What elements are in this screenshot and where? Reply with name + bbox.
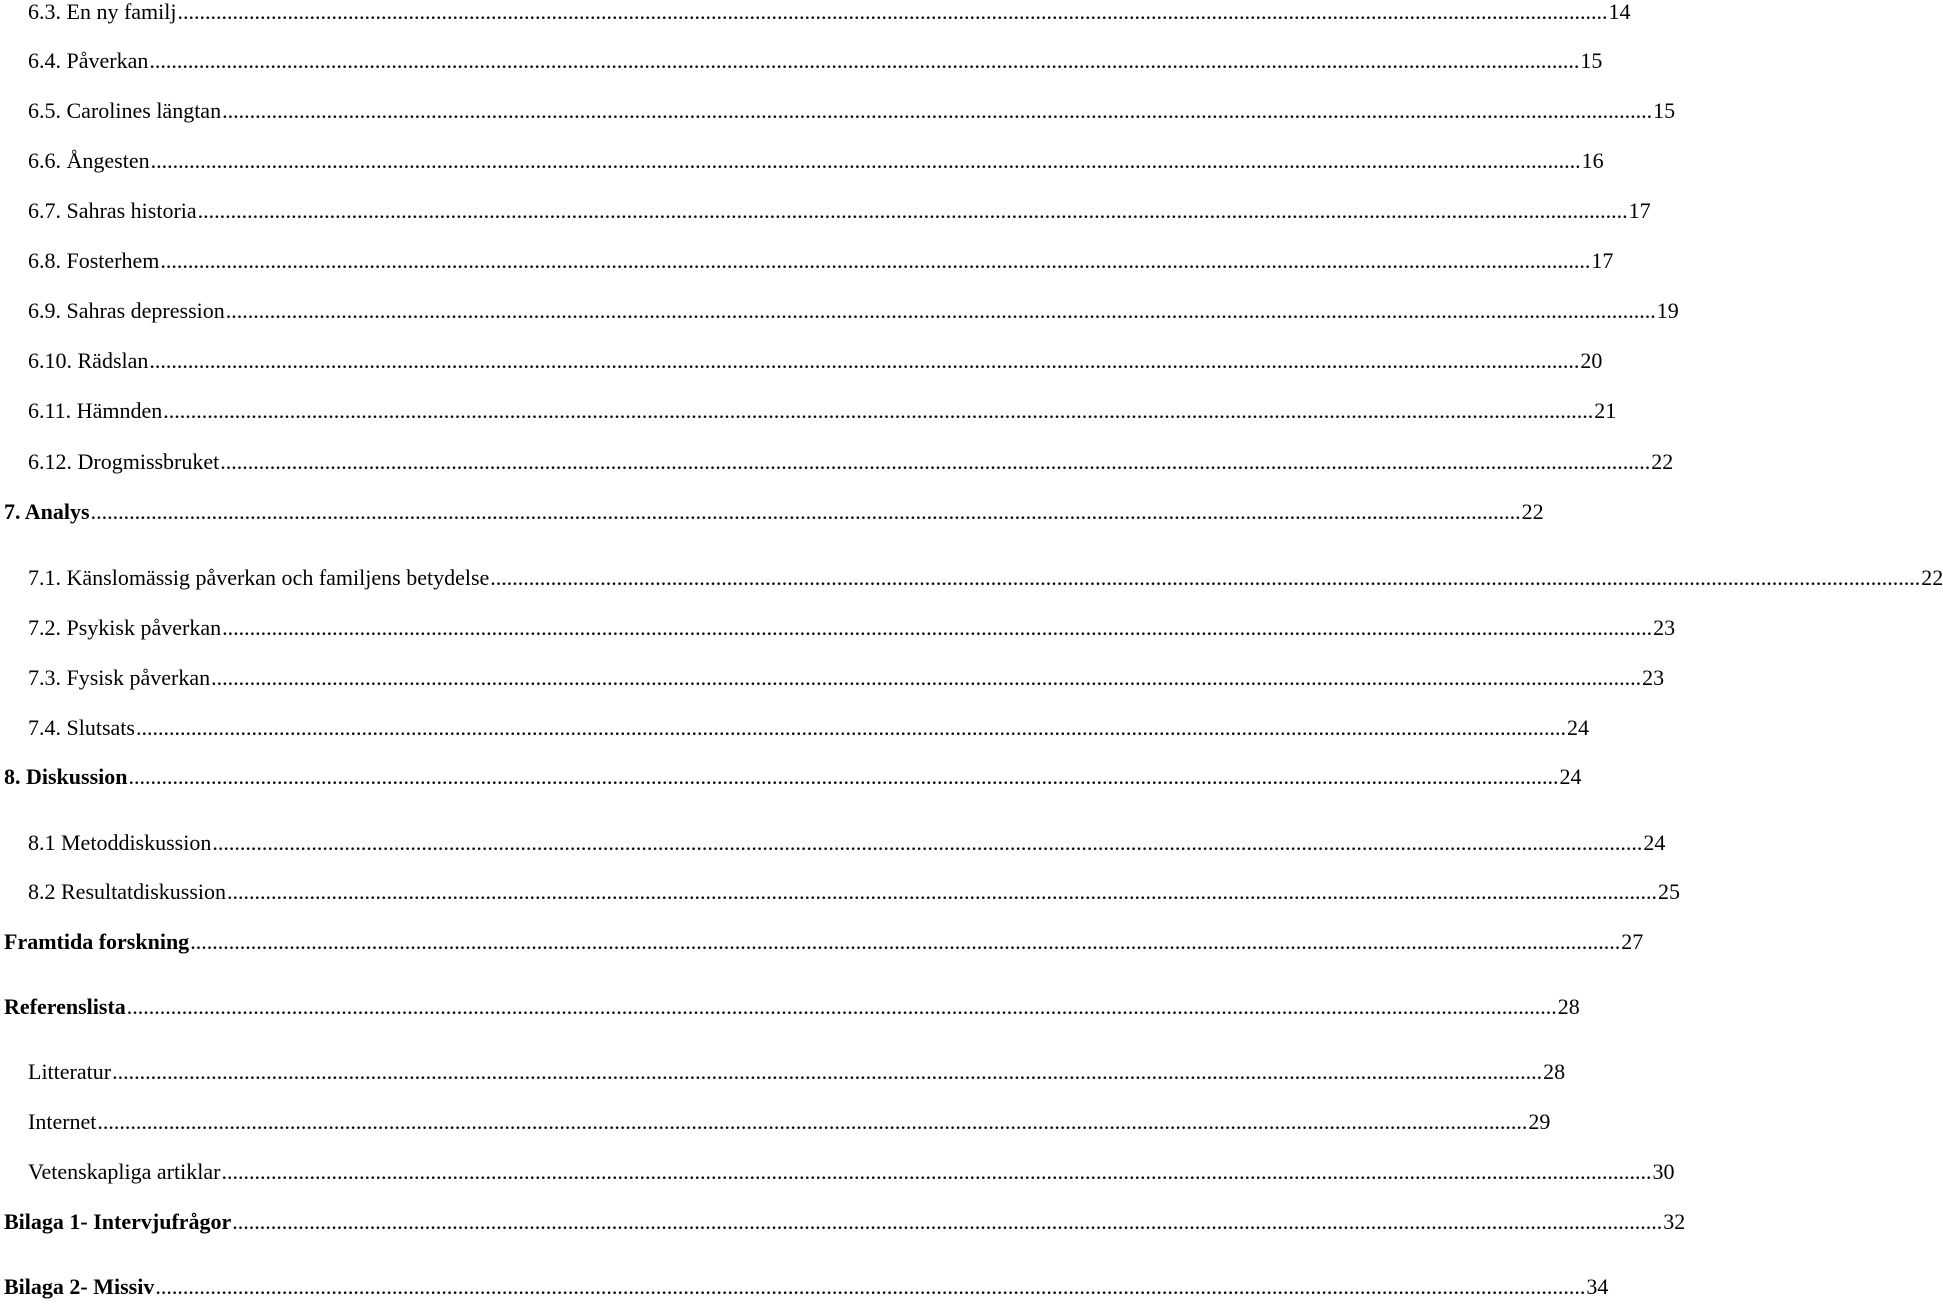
toc-entry-label: 6.12. Drogmissbruket — [28, 449, 220, 474]
toc-dot-leader: .................................................................................................................................................................................................................................................................... — [222, 98, 1653, 123]
toc-entry-label: 8.1 Metoddiskussion — [28, 830, 212, 855]
toc-entry-label: Bilaga 1- Intervjufrågor — [4, 1209, 232, 1234]
toc-entry[interactable] — [0, 1107, 1551, 1137]
toc-dot-leader: .................................................................................................................................................................................................................................................................... — [227, 879, 1658, 904]
toc-entry-label: 7.2. Psykisk påverkan — [28, 615, 222, 640]
toc-entry-label: 6.4. Påverkan — [28, 48, 149, 73]
toc-entry[interactable] — [0, 146, 1604, 176]
toc-entry-page-number: 14 — [1608, 0, 1631, 24]
toc-dot-leader: .................................................................................................................................................................................................................................................................... — [197, 198, 1628, 223]
toc-entry[interactable] — [0, 46, 1603, 76]
toc-entry-label: Litteratur — [28, 1059, 112, 1084]
toc-dot-leader: .................................................................................................................................................................................................................................................................... — [150, 148, 1581, 173]
toc-entry-page-number: 17 — [1591, 248, 1614, 273]
toc-entry[interactable] — [0, 613, 1676, 643]
toc-entry-label: 7.1. Känslomässig påverkan och familjens betydelse — [28, 565, 490, 590]
toc-dot-leader: .................................................................................................................................................................................................................................................................... — [149, 48, 1580, 73]
toc-entry-page-number: 34 — [1586, 1274, 1609, 1299]
toc-entry-page-number: 21 — [1594, 398, 1617, 423]
toc-entry-label: Internet — [28, 1109, 97, 1134]
toc-entry-page-number: 28 — [1557, 994, 1580, 1019]
toc-entry-label: 6.8. Fosterhem — [28, 248, 160, 273]
toc-entry-label: Referenslista — [4, 994, 126, 1019]
toc-entry[interactable] — [0, 0, 1631, 27]
toc-entry-label: 7.4. Slutsats — [28, 715, 135, 740]
toc-dot-leader: .................................................................................................................................................................................................................................................................... — [97, 1109, 1528, 1134]
toc-entry[interactable] — [0, 96, 1676, 126]
toc-dot-leader: .................................................................................................................................................................................................................................................................... — [149, 348, 1580, 373]
toc-entry-page-number: 23 — [1642, 665, 1665, 690]
toc-entry[interactable] — [0, 663, 1665, 693]
toc-entry-page-number: 24 — [1643, 830, 1666, 855]
toc-entry-page-number: 32 — [1663, 1209, 1686, 1234]
toc-entry[interactable] — [0, 447, 1674, 477]
toc-entry-label: 6.3. En ny familj — [28, 0, 177, 24]
toc-entry-label: Framtida forskning — [4, 929, 190, 954]
toc-entry-page-number: 27 — [1621, 929, 1644, 954]
toc-entry-label: 7. Analys — [4, 499, 90, 524]
toc-entry[interactable] — [0, 1057, 1566, 1087]
toc-entry[interactable] — [0, 246, 1614, 276]
toc-dot-leader: .................................................................................................................................................................................................................................................................... — [135, 715, 1566, 740]
toc-entry[interactable] — [0, 828, 1666, 858]
toc-entry[interactable] — [0, 1207, 1686, 1237]
toc-dot-leader: .................................................................................................................................................................................................................................................................... — [112, 1059, 1543, 1084]
toc-entry[interactable] — [0, 196, 1651, 226]
toc-entry-page-number: 17 — [1628, 198, 1651, 223]
toc-entry-label: Bilaga 2- Missiv — [4, 1274, 155, 1299]
toc-entry[interactable] — [0, 346, 1603, 376]
toc-entry-page-number: 15 — [1580, 48, 1603, 73]
toc-entry[interactable] — [0, 713, 1589, 743]
toc-entry-label: 6.7. Sahras historia — [28, 198, 197, 223]
toc-dot-leader: .................................................................................................................................................................................................................................................................... — [160, 248, 1591, 273]
toc-dot-leader: .................................................................................................................................................................................................................................................................... — [211, 665, 1642, 690]
toc-entry[interactable] — [0, 762, 1582, 792]
toc-entry-page-number: 16 — [1581, 148, 1604, 173]
toc-dot-leader: .................................................................................................................................................................................................................................................................... — [490, 565, 1921, 590]
toc-entry-page-number: 28 — [1543, 1059, 1566, 1084]
toc-dot-leader: .................................................................................................................................................................................................................................................................... — [177, 0, 1608, 24]
toc-entry-label: Vetenskapliga artiklar — [28, 1159, 221, 1184]
toc-entry-page-number: 24 — [1559, 764, 1582, 789]
toc-entry-page-number: 23 — [1653, 615, 1676, 640]
toc-entry[interactable] — [0, 1157, 1675, 1187]
toc-entry-label: 6.9. Sahras depression — [28, 298, 225, 323]
toc-entry-label: 6.11. Hämnden — [28, 398, 163, 423]
toc-dot-leader: .................................................................................................................................................................................................................................................................... — [163, 398, 1594, 423]
toc-entry-page-number: 19 — [1656, 298, 1679, 323]
toc-entry-page-number: 15 — [1653, 98, 1676, 123]
toc-dot-leader: .................................................................................................................................................................................................................................................................... — [90, 499, 1521, 524]
toc-entry-page-number: 22 — [1651, 449, 1674, 474]
toc-entry-page-number: 24 — [1566, 715, 1589, 740]
toc-entry-label: 6.10. Rädslan — [28, 348, 149, 373]
toc-entry[interactable] — [0, 563, 1943, 593]
toc-entry[interactable] — [0, 396, 1617, 426]
toc-entry[interactable] — [0, 877, 1681, 907]
toc-dot-leader: .................................................................................................................................................................................................................................................................... — [221, 1159, 1652, 1184]
toc-dot-leader: .................................................................................................................................................................................................................................................................... — [232, 1209, 1663, 1234]
toc-entry[interactable] — [0, 296, 1679, 326]
toc-entry[interactable] — [0, 992, 1580, 1022]
toc-dot-leader: .................................................................................................................................................................................................................................................................... — [212, 830, 1643, 855]
toc-entry[interactable] — [0, 1272, 1609, 1302]
toc-dot-leader: .................................................................................................................................................................................................................................................................... — [155, 1274, 1586, 1299]
toc-dot-leader: .................................................................................................................................................................................................................................................................... — [128, 764, 1559, 789]
toc-entry-page-number: 29 — [1528, 1109, 1551, 1134]
toc-entry[interactable] — [0, 927, 1644, 957]
toc-dot-leader: .................................................................................................................................................................................................................................................................... — [225, 298, 1656, 323]
toc-dot-leader: .................................................................................................................................................................................................................................................................... — [190, 929, 1621, 954]
toc-entry-label: 7.3. Fysisk påverkan — [28, 665, 211, 690]
toc-dot-leader: .................................................................................................................................................................................................................................................................... — [222, 615, 1653, 640]
toc-entry-page-number: 20 — [1580, 348, 1603, 373]
toc-entry-page-number: 25 — [1658, 879, 1681, 904]
toc-entry-page-number: 22 — [1521, 499, 1544, 524]
toc-entry-page-number: 22 — [1921, 565, 1943, 590]
toc-entry-label: 6.5. Carolines längtan — [28, 98, 222, 123]
toc-dot-leader: .................................................................................................................................................................................................................................................................... — [220, 449, 1651, 474]
toc-entry-label: 8. Diskussion — [4, 764, 128, 789]
toc-entry-label: 6.6. Ångesten — [28, 148, 150, 173]
toc-entry-label: 8.2 Resultatdiskussion — [28, 879, 227, 904]
toc-entry[interactable] — [0, 497, 1544, 527]
toc-dot-leader: .................................................................................................................................................................................................................................................................... — [126, 994, 1557, 1019]
toc-entry-page-number: 30 — [1652, 1159, 1675, 1184]
